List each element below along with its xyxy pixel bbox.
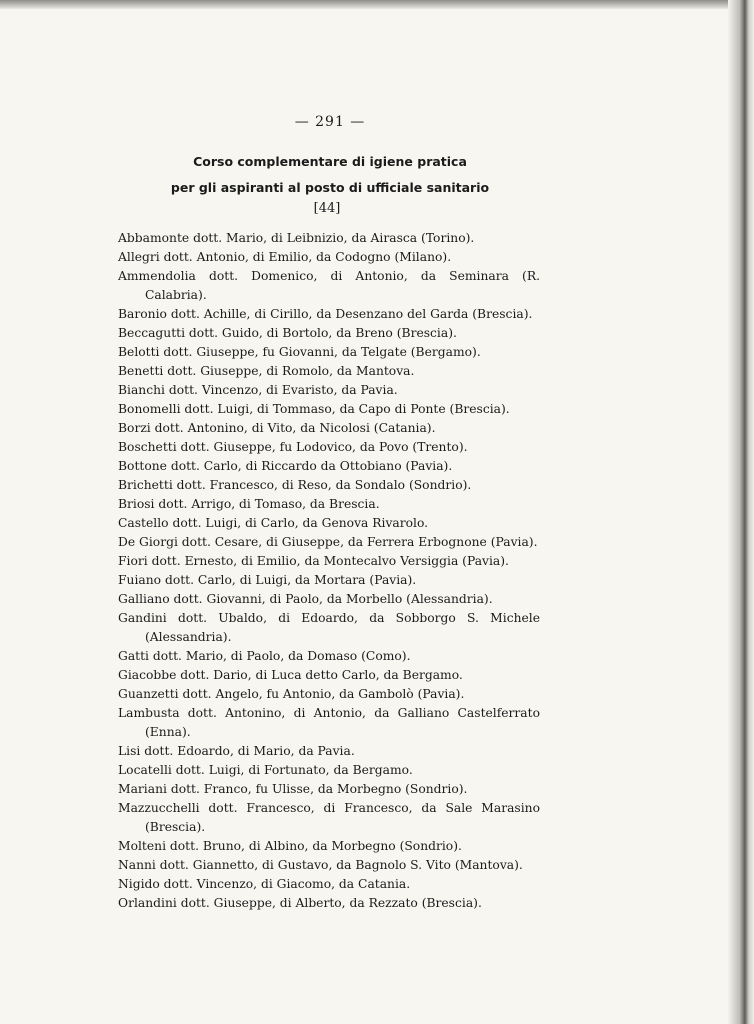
list-item: Belotti dott. Giuseppe, fu Giovanni, da Telgate (Bergamo). bbox=[118, 345, 481, 359]
list-item: Gatti dott. Mario, di Paolo, da Domaso (Como). bbox=[118, 649, 411, 663]
student-list bbox=[118, 229, 540, 913]
page-top-edge bbox=[0, 0, 754, 9]
list-item: Guanzetti dott. Angelo, fu Antonio, da Gambolò (Pavia). bbox=[118, 687, 465, 701]
list-item: Mariani dott. Franco, fu Ulisse, da Morbegno (Sondrio). bbox=[118, 782, 468, 796]
course-title: Corso complementare di igiene pratica bbox=[193, 154, 467, 169]
list-item: De Giorgi dott. Cesare, di Giuseppe, da Ferrera Erbognone (Pavia). bbox=[118, 535, 538, 549]
list-item: Mazzucchelli dott. Francesco, di Francesco, da Sale Marasino (Brescia). bbox=[118, 801, 540, 834]
list-item: Baronio dott. Achille, di Cirillo, da Desenzano del Garda (Brescia). bbox=[118, 307, 533, 321]
list-item: Orlandini dott. Giuseppe, di Alberto, da Rezzato (Brescia). bbox=[118, 896, 482, 910]
list-item: Nanni dott. Giannetto, di Gustavo, da Bagnolo S. Vito (Mantova). bbox=[118, 858, 523, 872]
list-item: Bianchi dott. Vincenzo, di Evaristo, da Pavia. bbox=[118, 383, 398, 397]
course-subtitle: per gli aspiranti al posto di ufficiale sanitario bbox=[170, 180, 490, 195]
list-item: Nigido dott. Vincenzo, di Giacomo, da Catania. bbox=[118, 877, 411, 891]
list-item: Benetti dott. Giuseppe, di Romolo, da Mantova. bbox=[118, 364, 415, 378]
list-item: Briosi dott. Arrigo, di Tomaso, da Brescia. bbox=[118, 497, 380, 511]
list-item: Beccagutti dott. Guido, di Bortolo, da Breno (Brescia). bbox=[118, 326, 457, 340]
list-item: Lisi dott. Edoardo, di Mario, da Pavia. bbox=[118, 744, 355, 758]
list-item: Locatelli dott. Luigi, di Fortunato, da Bergamo. bbox=[118, 763, 413, 777]
list-item: Giacobbe dott. Dario, di Luca detto Carlo, da Bergamo. bbox=[118, 668, 463, 682]
list-item: Gandini dott. Ubaldo, di Edoardo, da Sobborgo S. Michele (Alessandria). bbox=[118, 611, 540, 644]
book-binding-edge bbox=[728, 0, 754, 1024]
list-item: Molteni dott. Bruno, di Albino, da Morbegno (Sondrio). bbox=[118, 839, 462, 853]
list-item: Galliano dott. Giovanni, di Paolo, da Morbello (Alessandria). bbox=[118, 592, 493, 606]
list-item: Borzi dott. Antonino, di Vito, da Nicolosi (Catania). bbox=[118, 421, 436, 435]
list-item: Ammendolia dott. Domenico, di Antonio, da Seminara (R. Calabria). bbox=[118, 269, 540, 302]
list-item: Lambusta dott. Antonino, di Antonio, da Galliano Castelferrato (Enna). bbox=[118, 706, 540, 739]
list-item: Fuiano dott. Carlo, di Luigi, da Mortara (Pavia). bbox=[118, 573, 417, 587]
list-item: Bottone dott. Carlo, di Riccardo da Ottobiano (Pavia). bbox=[118, 459, 453, 473]
course-code: [44] bbox=[313, 201, 341, 216]
list-item: Fiori dott. Ernesto, di Emilio, da Montecalvo Versiggia (Pavia). bbox=[118, 554, 509, 568]
list-item: Brichetti dott. Francesco, di Reso, da Sondalo (Sondrio). bbox=[118, 478, 472, 492]
page-number: — 291 — bbox=[294, 114, 366, 130]
list-item: Castello dott. Luigi, di Carlo, da Genova Rivarolo. bbox=[118, 516, 429, 530]
list-item: Abbamonte dott. Mario, di Leibnizio, da Airasca (Torino). bbox=[118, 231, 475, 245]
list-item: Boschetti dott. Giuseppe, fu Lodovico, da Povo (Trento). bbox=[118, 440, 468, 454]
list-item: Allegri dott. Antonio, di Emilio, da Codogno (Milano). bbox=[118, 250, 452, 264]
list-item: Bonomelli dott. Luigi, di Tommaso, da Capo di Ponte (Brescia). bbox=[118, 402, 510, 416]
